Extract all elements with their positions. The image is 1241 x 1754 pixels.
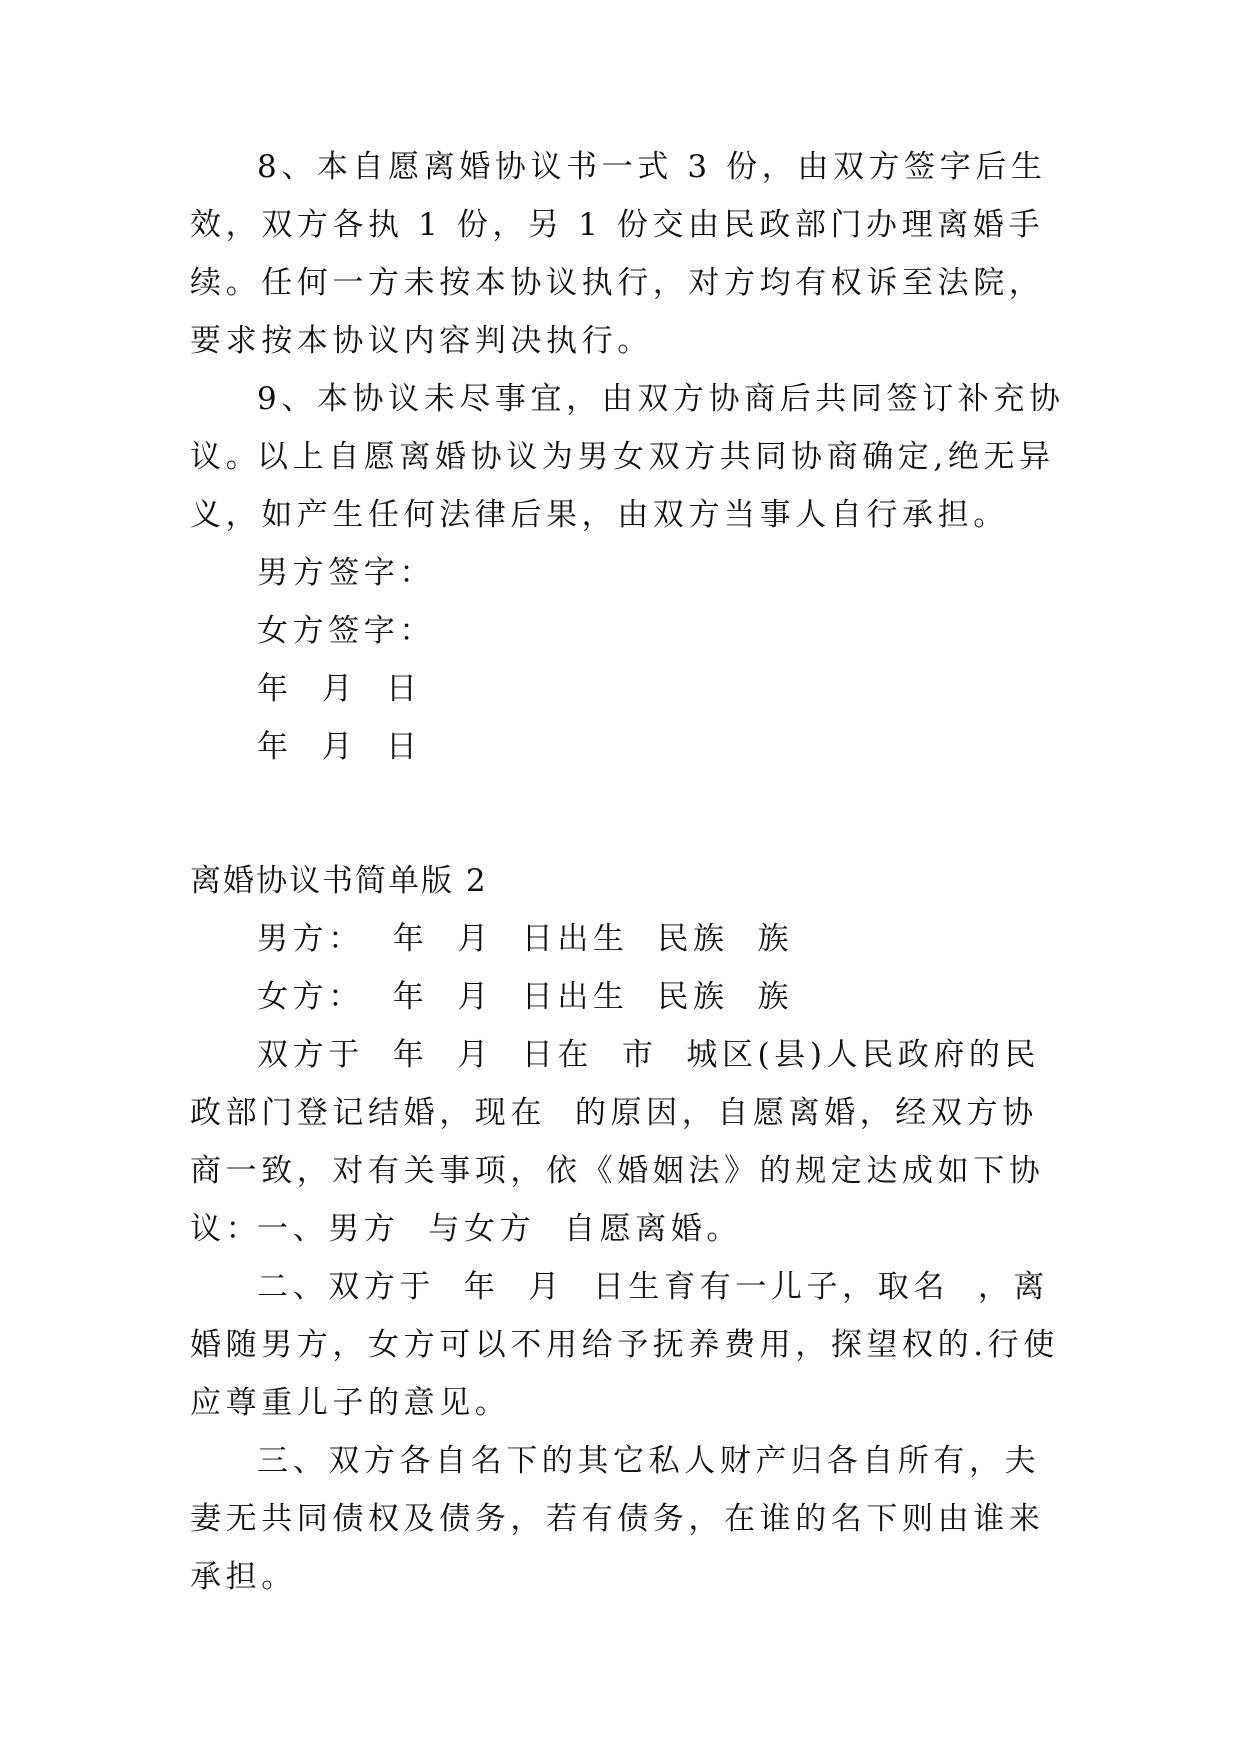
intro-paragraph: 双方于 年 月 日在 市 城区(县)人民政府的民政部门登记结婚，现在 的原因，自愿离婚，经双方协商一致，对有关事项，依《婚姻法》的规定达成如下协议：	[190, 1037, 1045, 1247]
section-2-title: 离婚协议书简单版 2	[190, 863, 488, 899]
male-info-line: 男方： 年 月 日出生 民族 族	[257, 921, 794, 957]
male-signature-line: 男方签字：	[257, 555, 435, 591]
date-line-1: 年 月 日	[257, 671, 422, 707]
item-1-paragraph: 一、男方 与女方 自愿离婚。	[257, 1211, 743, 1247]
date-line-2: 年 月 日	[257, 729, 422, 765]
clause-8-paragraph: 8、本自愿离婚协议书一式 3 份，由双方签字后生效，双方各执 1 份，另 1 份交由民政部门办理离婚手续。任何一方未按本协议执行，对方均有权诉至法院，要求按本协议内容判决执行。	[190, 149, 1047, 359]
female-signature-line: 女方签字：	[257, 613, 435, 649]
item-3-paragraph: 三、双方各自名下的其它私人财产归各自所有，夫妻无共同债权及债务，若有债务，在谁的名下则由谁来承担。	[190, 1443, 1045, 1595]
female-info-line: 女方： 年 月 日出生 民族 族	[257, 979, 794, 1015]
closing-paragraph: 以上自愿离婚协议为男女双方共同协商确定,绝无异义，如产生任何法律后果，由双方当事人自行承担。	[190, 439, 1055, 533]
clause-9-paragraph: 9、本协议未尽事宜，由双方协商后共同签订补充协议。	[190, 381, 1065, 475]
item-2-paragraph: 二、双方于 年 月 日生育有一儿子，取名 ，离婚随男方，女方可以不用给予抚养费用，探望权的.行使应尊重儿子的意见。	[190, 1269, 1059, 1421]
